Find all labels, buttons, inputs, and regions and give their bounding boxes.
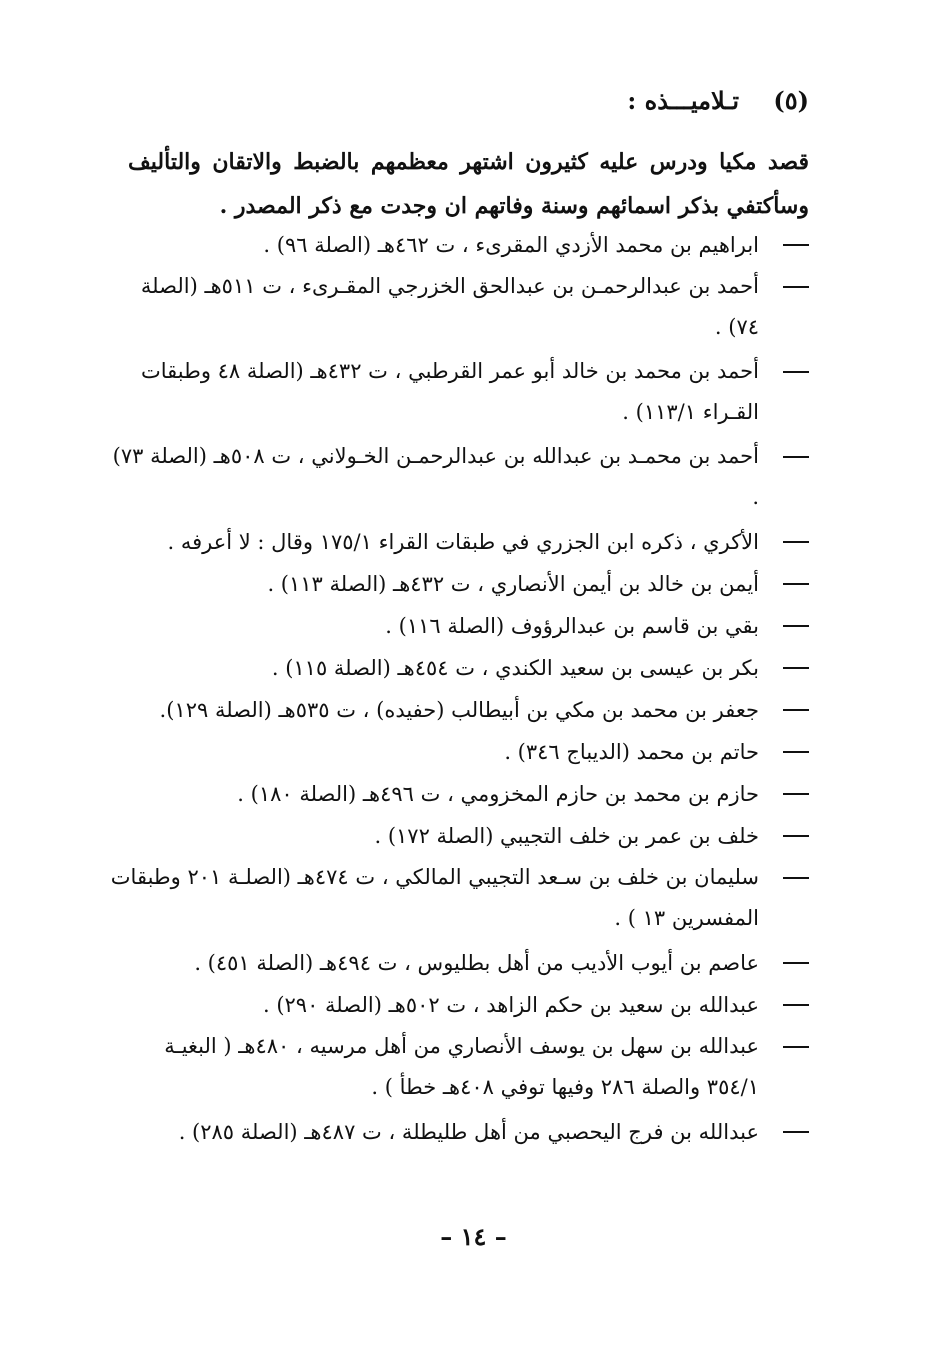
intro-paragraph: قصد مكيا ودرس عليه كثيرون اشتهر معظمهم بالضبط والاتقان والتأليف وسأكتفي بذكر اسمائهم وسنة وفاتهم ان وجدت مع ذكر المصدر . <box>128 149 809 219</box>
list-item: ابراهيم بن محمد الأزدي المقرىء ، ت ٤٦٢هـ (الصلة ٩٦) . <box>110 224 809 266</box>
list-item: خلف بن عمر بن خلف التجيبي (الصلة ١٧٢) . <box>110 815 809 857</box>
list-item: أحمد بن محمد بن خالد أبو عمر القرطبي ، ت ٤٣٢هـ (الصلة ٤٨ وطبقات القـراء ١١٣/١) . <box>110 351 809 433</box>
list-item: عبدالله بن فرج اليحصبي من أهل طليطلة ، ت ٤٨٧هـ (الصلة ٢٨٥) . <box>110 1111 809 1153</box>
dash-marker <box>783 371 809 373</box>
list-item: عاصم بن أيوب الأديب من أهل بطليوس ، ت ٤٩٤هـ (الصلة ٤٥١) . <box>110 942 809 984</box>
page-number: – ١٤ – <box>440 1222 507 1251</box>
dash-marker <box>783 877 809 879</box>
list-item: أحمد بن محمـد بن عبدالله بن عبدالرحمـن الخـولاني ، ت ٥٠٨هـ (الصلة ٧٣) . <box>110 436 809 518</box>
list-item: عبدالله بن سعيد بن حكم الزاهد ، ت ٥٠٢هـ (الصلة ٢٩٠) . <box>110 984 809 1026</box>
dash-marker <box>783 793 809 795</box>
dash-marker <box>783 709 809 711</box>
dash-marker <box>783 1046 809 1048</box>
list-item: الأكري ، ذكره ابن الجزري في طبقات القراء ١٧٥/١ وقال : لا أعرفه . <box>110 521 809 563</box>
list-item: حازم بن محمد بن حازم المخزومي ، ت ٤٩٦هـ (الصلة ١٨٠) . <box>110 773 809 815</box>
dash-marker <box>783 751 809 753</box>
dash-marker <box>783 1004 809 1006</box>
dash-marker <box>783 962 809 964</box>
list-item: أيمن بن خالد بن أيمن الأنصاري ، ت ٤٣٢هـ (الصلة ١١٣) . <box>110 563 809 605</box>
dash-marker <box>783 541 809 543</box>
dash-marker <box>783 835 809 837</box>
section-title: تـلاميـــذه : <box>627 86 740 115</box>
section-number: (٥) <box>773 86 809 115</box>
list-item: سليمان بن خلف بن سـعد التجيبي المالكي ، ت ٤٧٤هـ (الصلـة ٢٠١ وطبقات المفسرين ١٣ ) . <box>110 857 809 939</box>
dash-marker <box>783 583 809 585</box>
list-item: بكر بن عيسى بن سعيد الكندي ، ت ٤٥٤هـ (الصلة ١١٥) . <box>110 647 809 689</box>
section-heading <box>100 86 809 115</box>
dash-marker <box>783 244 809 246</box>
list-item: بقي بن قاسم بن عبدالرؤوف (الصلة ١١٦) . <box>110 605 809 647</box>
dash-marker <box>783 625 809 627</box>
dash-marker <box>783 286 809 288</box>
dash-marker <box>783 1131 809 1133</box>
list-item: حاتم بن محمد (الديباج ٣٤٦) . <box>110 731 809 773</box>
students-list <box>110 224 809 1153</box>
list-item: أحمد بن عبدالرحمـن بن عبدالحق الخزرجي المقـرىء ، ت ٥١١هـ (الصلة ٧٤) . <box>110 266 809 348</box>
dash-marker <box>783 456 809 458</box>
list-item: جعفر بن محمد بن مكي بن أبيطالب (حفيده) ، ت ٥٣٥هـ (الصلة ١٢٩). <box>110 689 809 731</box>
list-item: عبدالله بن سهل بن يوسف الأنصاري من أهل مرسيه ، ٤٨٠هـ ( البغيـة ٣٥٤/١ والصلة ٢٨٦ وفيها توفي ٤٠٨هـ خطأ ) . <box>110 1026 809 1108</box>
dash-marker <box>783 667 809 669</box>
